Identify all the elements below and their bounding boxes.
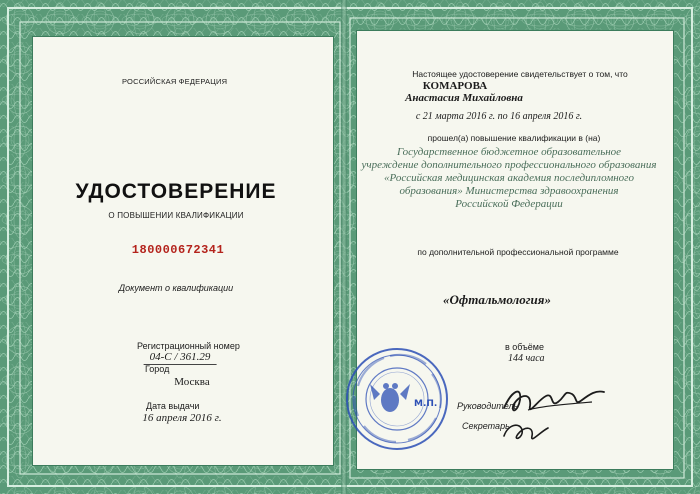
training-period: с 21 марта 2016 г. по 16 апреля 2016 г. [415, 111, 583, 122]
reg-number-value: 04-С / 361.29 [144, 351, 217, 365]
volume-label: в объёме [505, 342, 544, 352]
issue-date-label: Дата выдачи [146, 401, 200, 411]
city-label: Город [145, 364, 170, 374]
institution-line-3: «Российская медицинская академия последипломного [384, 172, 634, 184]
secretary-label: Секретарь [462, 421, 510, 431]
stamp-mark: М.П. [414, 399, 438, 409]
city-value: Москва [174, 376, 210, 388]
institution-line-5: Российской Федерации [455, 198, 563, 210]
volume-value: 144 часа [508, 353, 545, 364]
document-type: Документ о квалификации [118, 283, 234, 293]
country-label: РОССИЙСКАЯ ФЕДЕРАЦИЯ [122, 77, 228, 86]
eagle-emblem-icon [370, 383, 410, 412]
certify-text: Настоящее удостоверение свидетельствует о том, что [412, 69, 628, 79]
head-signature [498, 380, 610, 420]
document-title: УДОСТОВЕРЕНИЕ [75, 180, 277, 203]
secretary-signature [498, 416, 558, 448]
program-name: «Офтальмология» [443, 292, 551, 307]
holder-name: Анастасия Михайловна [405, 92, 523, 104]
passed-text: прошел(а) повышение квалификации в (на) [427, 133, 601, 143]
program-label: по дополнительной профессиональной программе [417, 247, 619, 257]
institution-line-1: Государственное бюджетное образовательное [396, 146, 622, 158]
head-label: Руководитель [457, 401, 519, 411]
official-stamp [344, 346, 450, 452]
holder-surname: КОМАРОВА [422, 80, 488, 92]
issue-date-value: 16 апреля 2016 г. [142, 412, 222, 424]
reg-number-label: Регистрационный номер [137, 341, 240, 351]
serial-number: 180000672341 [131, 243, 225, 257]
institution-line-2: учреждение дополнительного профессионального образования [361, 159, 657, 171]
document-subtitle: О ПОВЫШЕНИИ КВАЛИФИКАЦИИ [108, 211, 244, 220]
institution-line-4: образования» Министерства здравоохранения [399, 185, 619, 197]
